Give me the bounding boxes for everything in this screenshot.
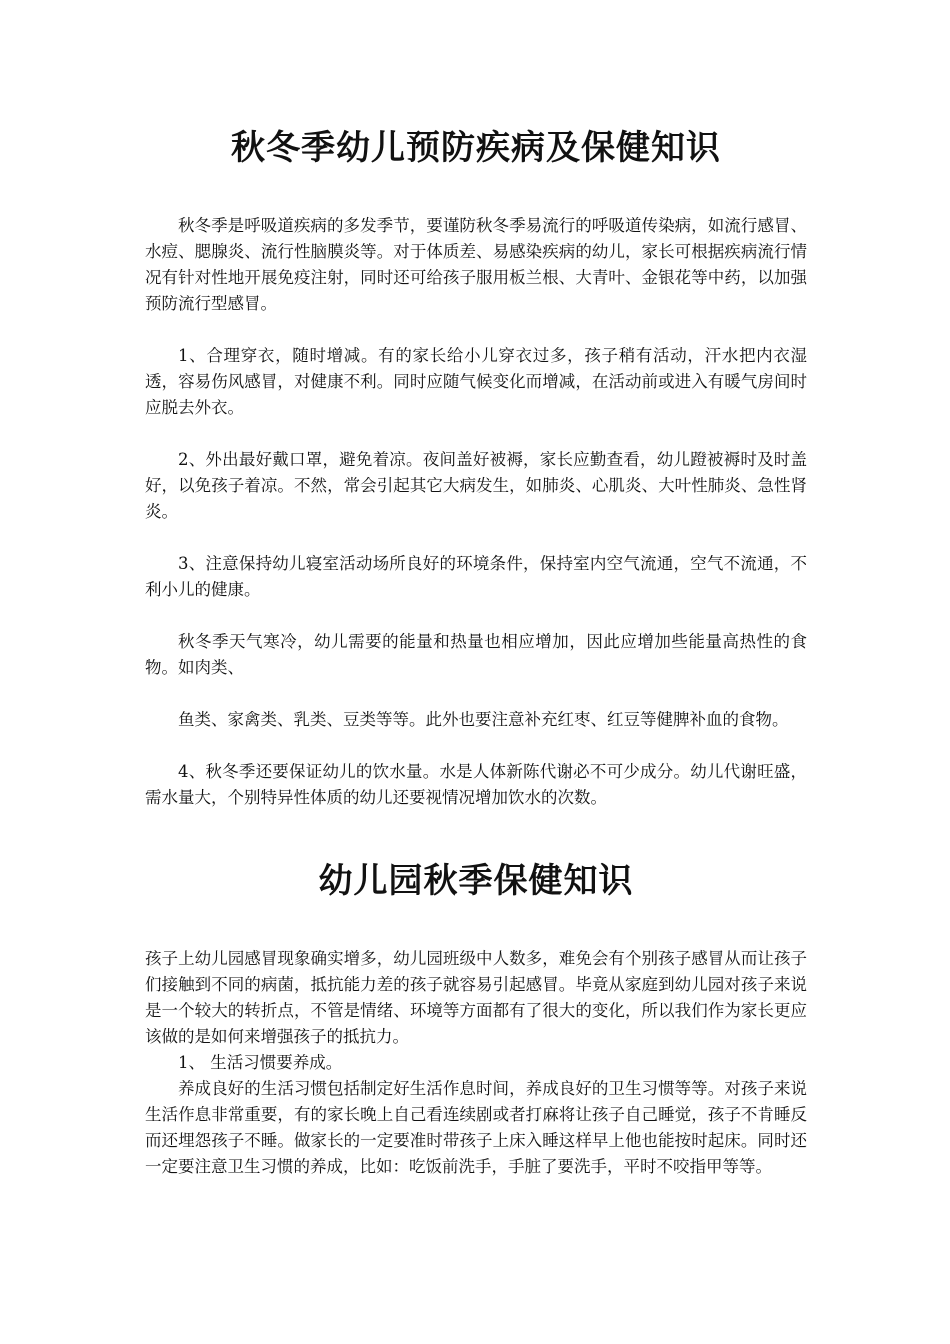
paragraph-intro: 秋冬季是呼吸道疾病的多发季节，要谨防秋冬季易流行的呼吸道传染病，如流行感冒、水痘、腮腺炎、流行性脑膜炎等。对于体质差、易感染疾病的幼儿，家长可根据疾病流行情况有针对性地开展免疫注射，同时还可给孩子服用板兰根、大青叶、金银花等中药，以加强预防流行型感冒。 [145, 215, 807, 313]
paragraph-habit-heading: 1、 生活习惯要养成。 [178, 1052, 343, 1072]
section-1 [145, 213, 807, 811]
paragraph-diet-continued: 鱼类、家禽类、乳类、豆类等等。此外也要注意补充红枣、红豆等健脾补血的食物。 [178, 709, 789, 729]
document-title-1: 秋冬季幼儿预防疾病及保健知识 [231, 128, 721, 168]
paragraph-item-4: 4、秋冬季还要保证幼儿的饮水量。水是人体新陈代谢必不可少成分。幼儿代谢旺盛，需水量大，个别特异性体质的幼儿还要视情况增加饮水的次数。 [145, 761, 807, 807]
paragraph-diet: 秋冬季天气寒冷，幼儿需要的能量和热量也相应增加，因此应增加些能量高热性的食物。如肉类、 [145, 631, 807, 677]
section-2 [145, 946, 807, 1180]
document-title-2: 幼儿园秋季保健知识 [318, 860, 634, 901]
paragraph-kindergarten-intro: 孩子上幼儿园感冒现象确实增多，幼儿园班级中人数多，难免会有个别孩子感冒从而让孩子们接触到不同的病菌，抵抗能力差的孩子就容易引起感冒。毕竟从家庭到幼儿园对孩子来说是一个较大的转折点，不管是情绪、环境等方面都有了很大的变化，所以我们作为家长更应该做的是如何来增强孩子的抵抗力。 [145, 948, 807, 1046]
paragraph-habit-body: 养成良好的生活习惯包括制定好生活作息时间，养成良好的卫生习惯等等。对孩子来说生活作息非常重要，有的家长晚上自己看连续剧或者打麻将让孩子自己睡觉，孩子不肯睡反而还埋怨孩子不睡。做家长的一定要准时带孩子上床入睡这样早上他也能按时起床。同时还一定要注意卫生习惯的养成，比如：吃饭前洗手，手脏了要洗手，平时不咬指甲等等。 [145, 1078, 807, 1176]
paragraph-item-1: 1、合理穿衣，随时增减。有的家长给小儿穿衣过多，孩子稍有活动，汗水把内衣湿透，容易伤风感冒，对健康不利。同时应随气候变化而增减，在活动前或进入有暖气房间时应脱去外衣。 [145, 345, 807, 417]
document-page [145, 0, 807, 1180]
paragraph-item-3: 3、注意保持幼儿寝室活动场所良好的环境条件，保持室内空气流通，空气不流通，不利小儿的健康。 [145, 553, 807, 599]
paragraph-item-2: 2、外出最好戴口罩，避免着凉。夜间盖好被褥，家长应勤查看，幼儿蹬被褥时及时盖好，以免孩子着凉。不然，常会引起其它大病发生，如肺炎、心肌炎、大叶性肺炎、急性肾炎。 [145, 449, 807, 521]
